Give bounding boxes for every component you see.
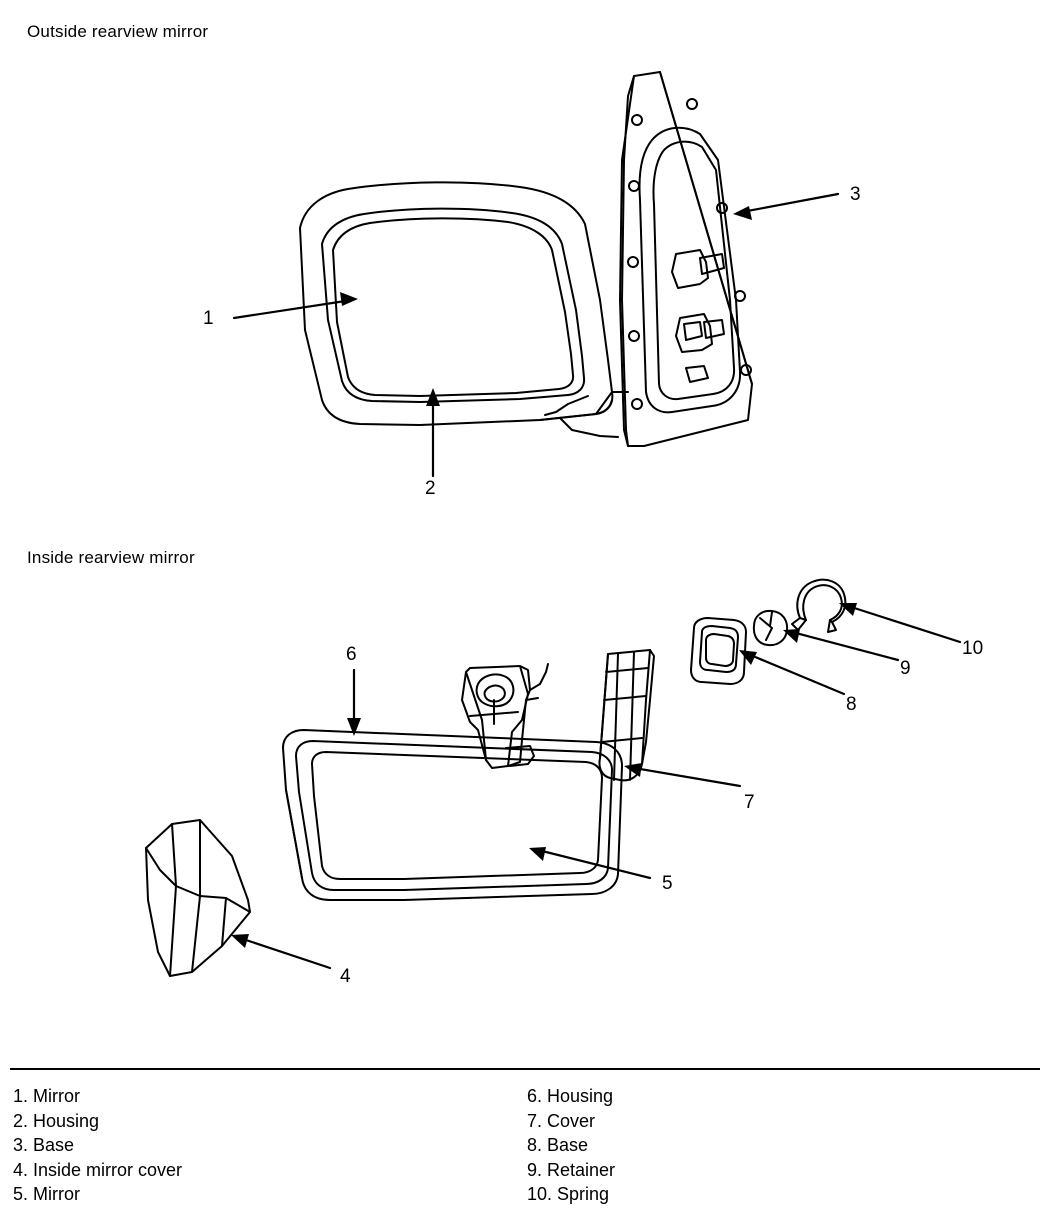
callout-number-2: 2: [425, 478, 436, 499]
outside-mirror-housing-shape: [300, 182, 618, 437]
inside-mirror-spring-shape: [792, 580, 845, 632]
legend-divider: [10, 1068, 1040, 1070]
callout-number-9: 9: [900, 658, 911, 679]
inside-mirror-retainer-shape: [754, 611, 787, 645]
callout-number-3: 3: [850, 184, 861, 205]
callout-number-1: 1: [203, 308, 214, 329]
callout-number-5: 5: [662, 873, 673, 894]
section-title-outside-rearview-mirror: Outside rearview mirror: [27, 22, 209, 41]
legend-column-left: [13, 1084, 182, 1207]
legend-item: 7. Cover: [527, 1110, 596, 1131]
callout-number-6: 6: [346, 644, 357, 665]
legend-item: 10. Spring: [527, 1184, 610, 1204]
inside-mirror-housing-shape: [283, 730, 622, 900]
legend-item: 5. Mirror: [13, 1184, 80, 1204]
inside-mirror-cover-lower-shape: [146, 820, 250, 976]
callout-number-4: 4: [340, 966, 351, 987]
callout-leaders-inside: [231, 603, 960, 968]
parts-legend: [0, 1068, 1050, 1212]
legend-item: 2. Housing: [13, 1110, 100, 1131]
inside-mirror-base-shape: [691, 618, 746, 684]
legend-item: 6. Housing: [527, 1086, 614, 1106]
inside-mirror-mount-arm: [462, 664, 548, 768]
inside-mirror-cover-shape: [599, 650, 654, 780]
callout-number-8: 8: [846, 694, 857, 715]
outside-mirror-base-shape: [612, 72, 752, 446]
legend-column-right: [527, 1084, 615, 1207]
section-title-inside-rearview-mirror: Inside rearview mirror: [27, 548, 195, 567]
legend-item: 4. Inside mirror cover: [13, 1159, 183, 1180]
callout-number-7: 7: [744, 792, 755, 813]
callout-number-10: 10: [962, 638, 984, 659]
legend-item: 8. Base: [527, 1135, 589, 1155]
legend-item: 1. Mirror: [13, 1086, 80, 1106]
legend-item: 9. Retainer: [527, 1159, 616, 1180]
legend-item: 3. Base: [13, 1135, 75, 1155]
